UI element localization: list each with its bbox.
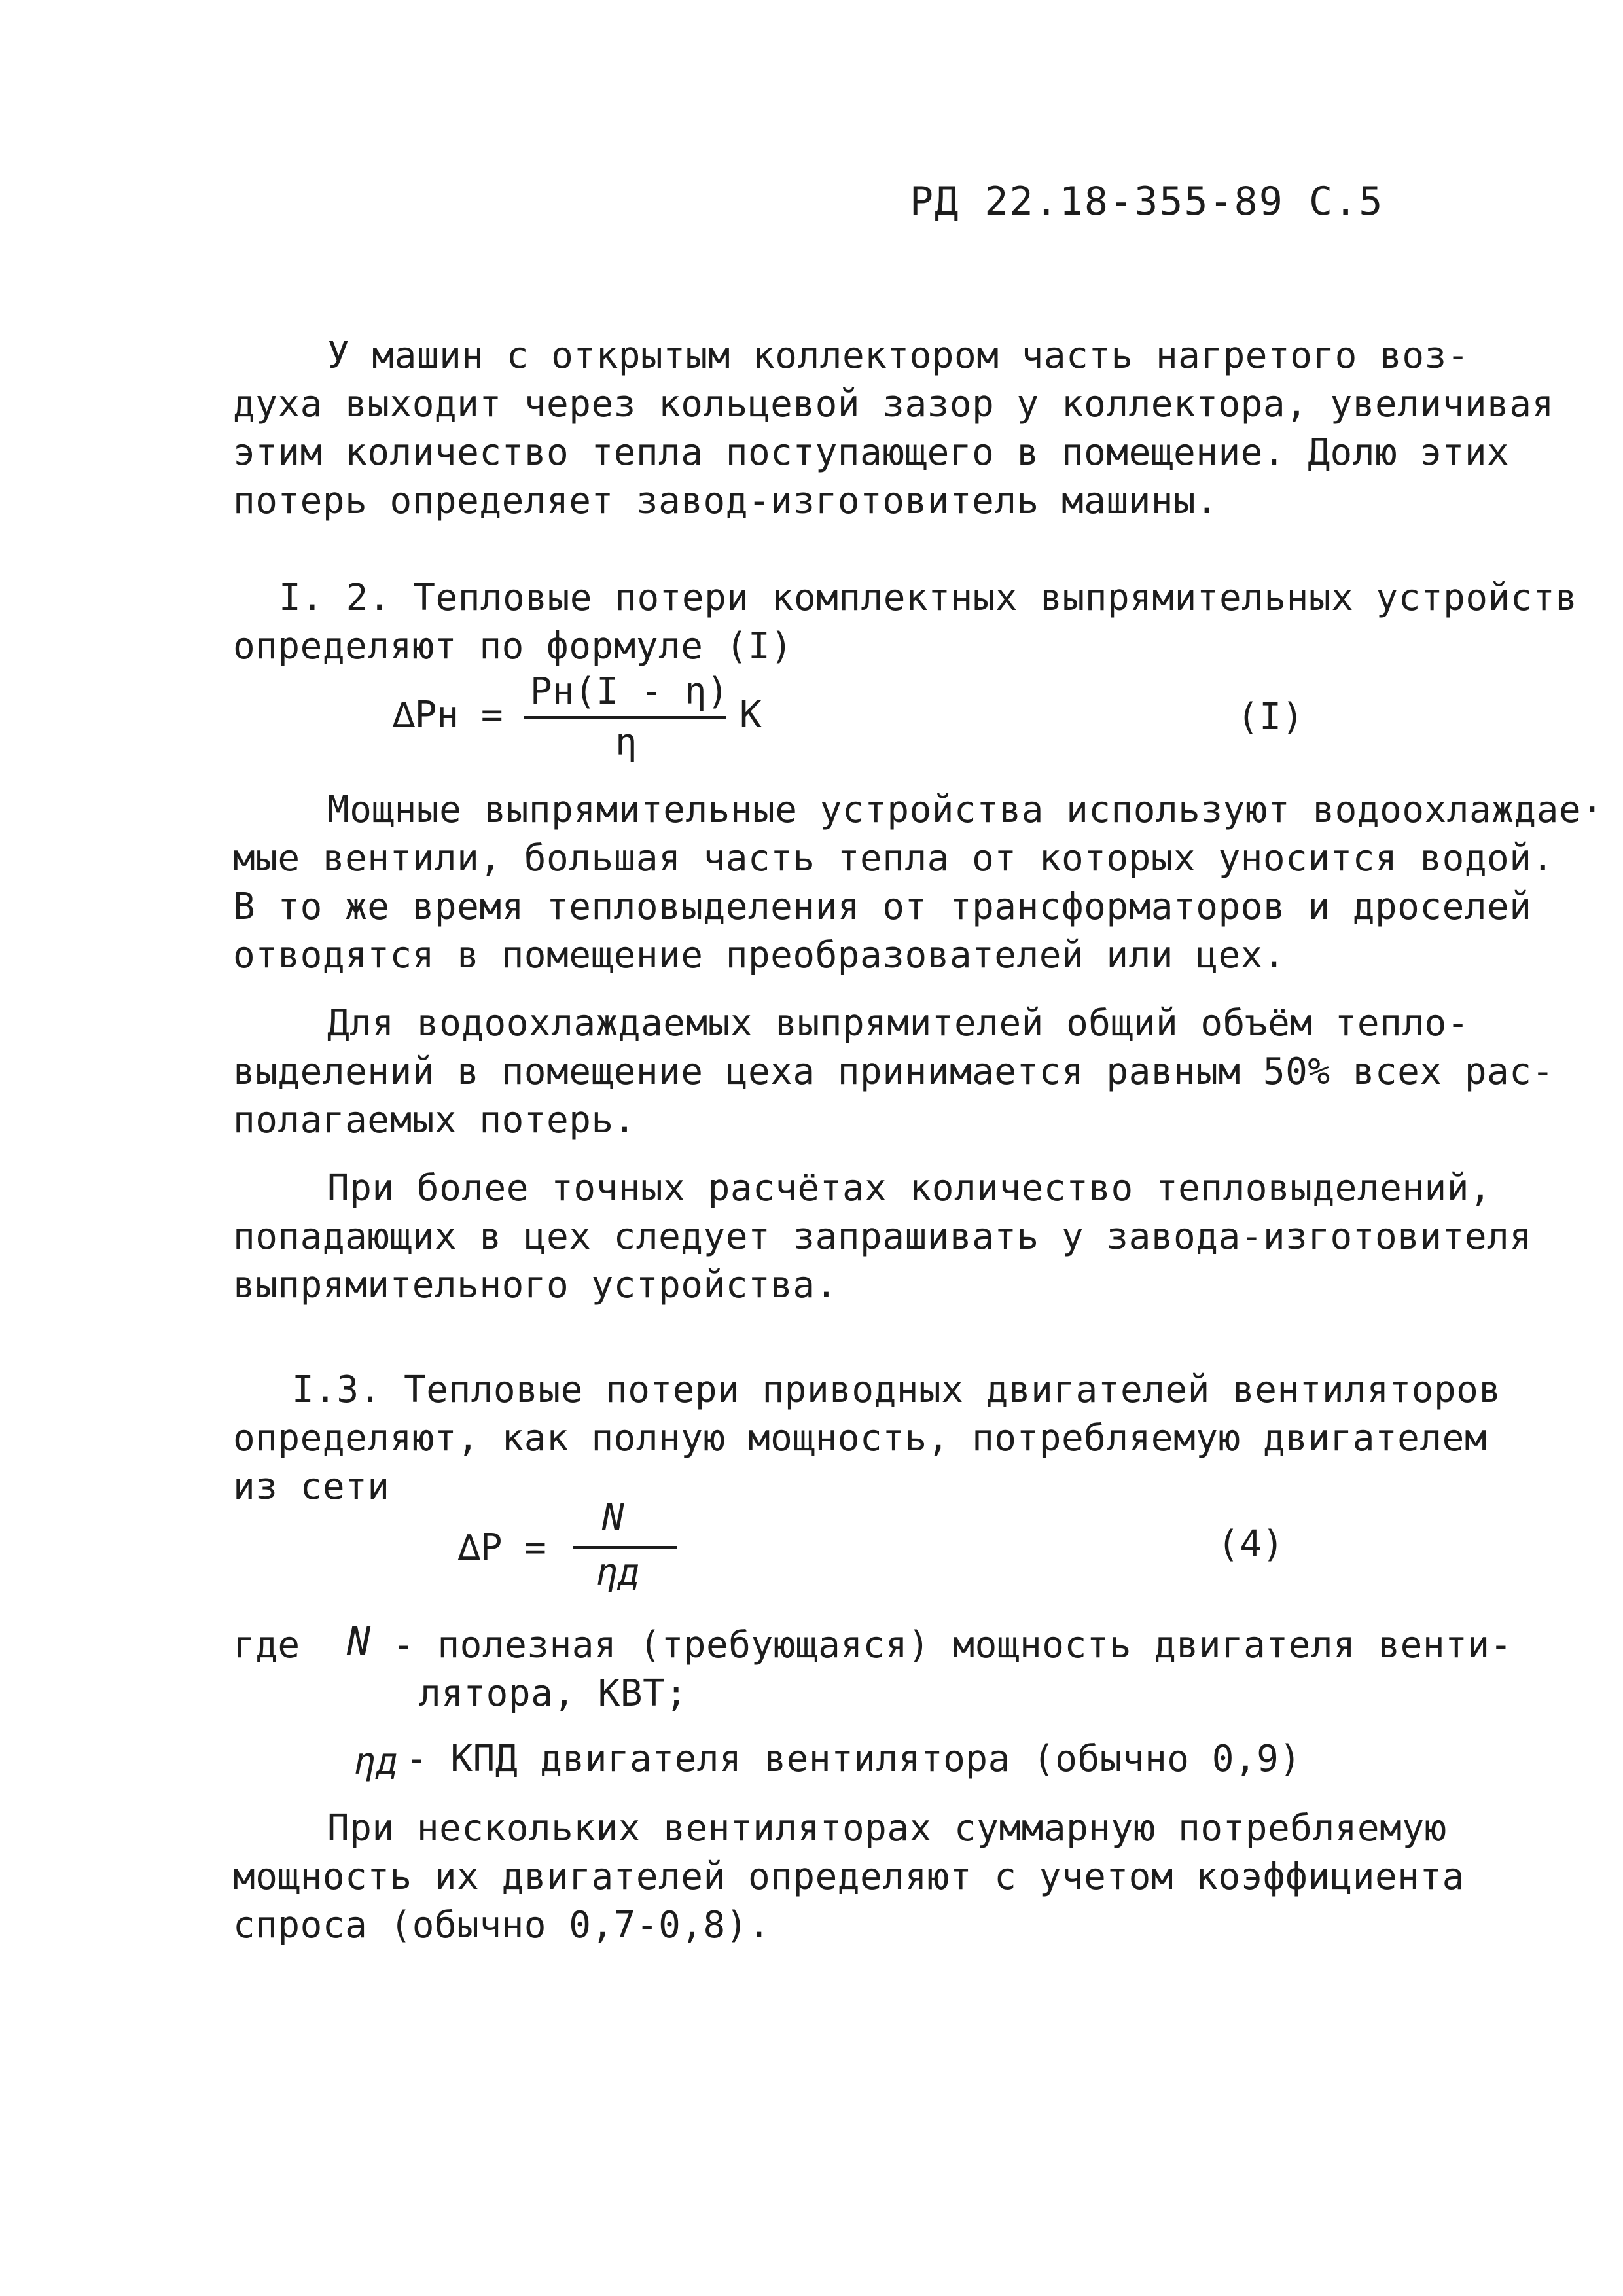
formula-1-lhs: ∆Pн = (393, 694, 503, 736)
where-n-symbol: N (347, 1619, 371, 1664)
formula-4-lhs: ∆P = (458, 1526, 546, 1569)
para2-line-1: Мощные выпрямительные устройства используют водоохлаждае· (327, 789, 1604, 831)
formula-4-numerator: N (602, 1496, 624, 1539)
para5-line-3: спроса (обычно 0,7-0,8). (233, 1904, 771, 1946)
formula-1-number: (I) (1237, 696, 1304, 738)
section-1-2-line-2: определяют по формуле (I) (233, 625, 793, 668)
para4-line-2: попадающих в цех следует запрашивать у завода-изготовителя (233, 1215, 1532, 1258)
where-n-desc-line-2: лятора, КВТ; (419, 1672, 688, 1715)
section-1-3-line-2: определяют, как полную мощность, потребляемую двигателем (233, 1417, 1488, 1460)
para5-line-1: При нескольких вентиляторах суммарную потребляемую (327, 1807, 1447, 1850)
formula-4-denominator: ηд (596, 1551, 640, 1594)
para1-line-4: потерь определяет завод-изготовитель машины. (233, 480, 1219, 522)
where-eta-symbol: ηд (353, 1740, 399, 1783)
page-header: РД 22.18-355-89 С.5 (910, 179, 1384, 224)
formula-4 (458, 1496, 1309, 1604)
para5-line-2: мощность их двигателей определяют с учетом коэффициента (233, 1856, 1465, 1898)
section-1-3-heading: I.3. Тепловые потери приводных двигателей вентиляторов (292, 1369, 1501, 1411)
where-eta-desc: - КПД двигателя вентилятора (обычно 0,9) (406, 1738, 1302, 1780)
para1-line-1: У машин с открытым коллектором часть нагретого воз- (327, 334, 1469, 377)
section-1-3-line-3: из сети (233, 1465, 390, 1508)
section-1-2-heading: I. 2. Тепловые потери комплектных выпрямительных устройств (279, 577, 1578, 619)
para4-line-1: При более точных расчётах количество тепловыделений, (327, 1167, 1492, 1210)
formula-1-fraction-bar (524, 716, 726, 719)
para1-line-2: духа выходит через кольцевой зазор у коллектора, увеличивая (233, 383, 1554, 425)
formula-1-denominator: η (615, 721, 637, 764)
formula-1-numerator: Pн(I - η) (530, 670, 729, 713)
para3-line-2: выделений в помещение цеха принимается равным 50% всех рас- (233, 1050, 1554, 1093)
formula-1 (393, 670, 1309, 772)
para2-line-3: В то же время тепловыделения от трансформаторов и дроселей (233, 886, 1532, 928)
where-word: где (233, 1624, 300, 1666)
where-n-desc-line-1: - полезная (требующаяся) мощность двигателя венти- (393, 1624, 1512, 1666)
para2-line-4: отводятся в помещение преобразователей или цех. (233, 934, 1286, 977)
para3-line-3: полагаемых потерь. (233, 1099, 636, 1141)
formula-1-factor: К (740, 694, 762, 736)
para1-line-3: этим количество тепла поступающего в помещение. Долю этих (233, 431, 1510, 474)
formula-4-number: (4) (1217, 1523, 1285, 1566)
para3-line-1: Для водоохлаждаемых выпрямителей общий объём тепло- (327, 1002, 1469, 1045)
para4-line-3: выпрямительного устройства. (233, 1264, 838, 1306)
formula-4-fraction-bar (573, 1546, 677, 1549)
para2-line-2: мые вентили, большая часть тепла от которых уносится водой. (233, 837, 1554, 880)
